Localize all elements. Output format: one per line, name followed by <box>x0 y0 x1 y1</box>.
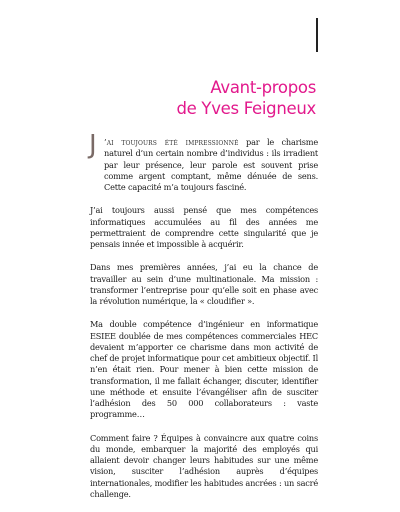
lead-text: par le charisme naturel d’un certain nombre d’individus : ils irradient par leur présence, leur parole est souvent prise comme argent comptant, même dénuée de sens. Cette capacité m’a toujours fasciné. <box>104 137 318 192</box>
paragraph-2: Dans mes premières années, j’ai eu la chance de travailler au sein d’une multinationale. Ma mission : transformer l’entreprise pour qu’elle soit en phase avec la révolution numérique, la « cloudifier ». <box>90 262 318 306</box>
title-line-2: de Yves Feigneux <box>176 99 316 119</box>
drop-cap: J <box>89 130 97 160</box>
paragraph-4: Comment faire ? Équipes à convaincre aux quatre coins du monde, embarquer la majorité des employés qui allaient devoir changer leurs habitudes sur une même vision, susciter l’adhésion auprès d’équipes internationales, modifier les habitudes ancrées : un sacré challenge. <box>90 432 318 499</box>
body-text <box>89 130 318 512</box>
lead-smallcaps: ’ai toujours été impressionné <box>104 137 239 147</box>
paragraph-3: Ma double compétence d’ingénieur en informatique ESIEE doublée de mes compétences commerciales HEC devaient m’apporter ce charisme dans mon activité de chef de projet informatique pour cet ambitieux objectif. Il n’en était rien. Pour mener à bien cette mission de transformation, il me fallait échanger, discuter, identifier une méthode et ensuite l’évangéliser afin de susciter l’adhésion des 50 000 collaborateurs : vaste programme… <box>90 319 318 420</box>
page-title <box>176 77 316 119</box>
margin-rule <box>316 18 318 52</box>
title-line-1: Avant-propos <box>210 78 316 98</box>
lead-paragraph <box>89 130 318 193</box>
paragraph-1: J’ai toujours aussi pensé que mes compétences informatiques accumulées au fil des années me permettraient de comprendre cette singularité que je pensais innée et impossible à acquérir. <box>90 205 318 249</box>
